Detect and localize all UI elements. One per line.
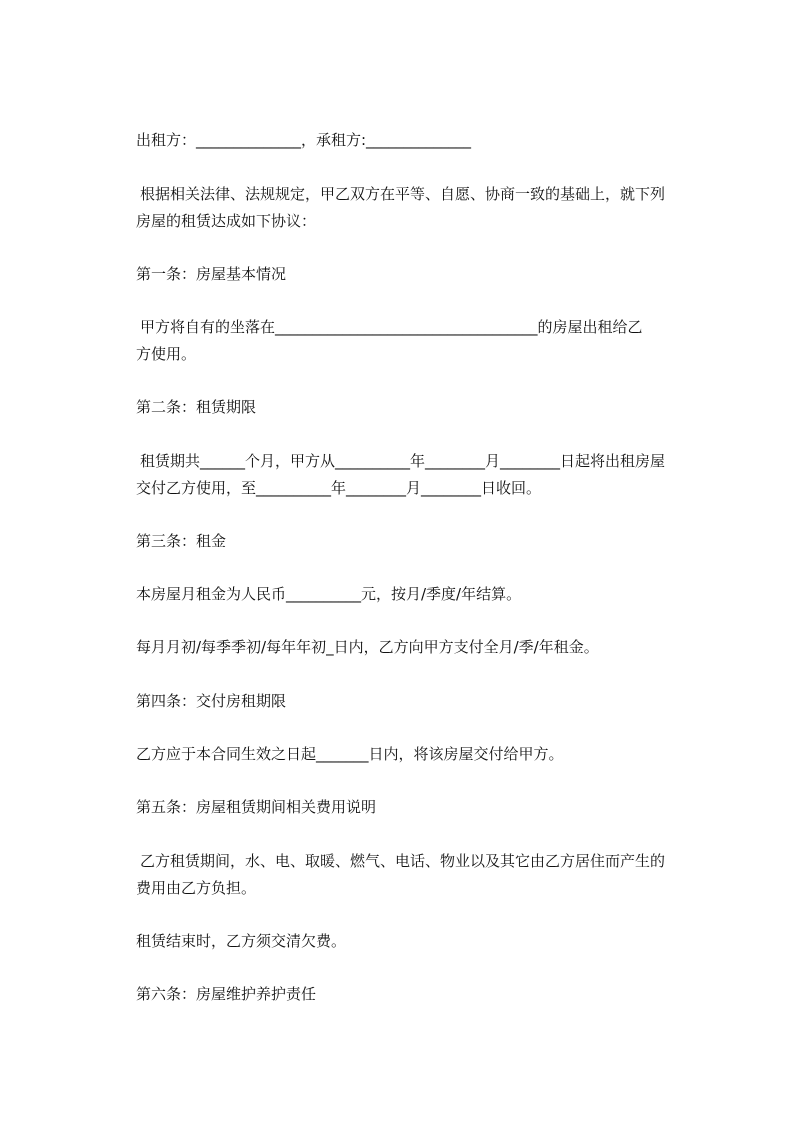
article-5-line-3: 租赁结束时，乙方须交清欠费。 bbox=[136, 932, 347, 950]
preamble-line-1: 根据相关法律、法规规定，甲乙双方在平等、自愿、协商一致的基础上，就下列 bbox=[140, 185, 666, 203]
article-5-line-2: 费用由乙方负担。 bbox=[136, 879, 257, 897]
article-2-title: 第二条：租赁期限 bbox=[136, 398, 257, 416]
article-2-line-1: 租赁期共______个月，甲方从__________年________月________日起将出租房屋 bbox=[140, 452, 666, 470]
article-4-line-1: 乙方应于本合同生效之日起_______日内，将该房屋交付给甲方。 bbox=[136, 745, 564, 763]
article-1-line-1: 甲方将自有的坐落在___________________________________的房屋出租给乙 bbox=[140, 318, 643, 336]
article-5-line-1: 乙方租赁期间，水、电、取暖、燃气、电话、物业以及其它由乙方居住而产生的 bbox=[140, 852, 666, 870]
article-4-title: 第四条：交付房租期限 bbox=[136, 692, 287, 710]
article-1-title: 第一条：房屋基本情况 bbox=[136, 265, 287, 283]
parties-line: 出租方：______________，承租方:______________ bbox=[136, 131, 472, 149]
article-3-line-1: 本房屋月租金为人民币__________元，按月/季度/年结算。 bbox=[136, 585, 522, 603]
article-1-line-2: 方使用。 bbox=[136, 345, 197, 363]
article-6-title: 第六条：房屋维护养护责任 bbox=[136, 985, 317, 1003]
article-2-line-2: 交付乙方使用，至__________年________月________日收回。 bbox=[136, 479, 542, 497]
preamble-line-2: 房屋的租赁达成如下协议： bbox=[136, 212, 317, 230]
article-5-title: 第五条：房屋租赁期间相关费用说明 bbox=[136, 798, 377, 816]
article-3-title: 第三条：租金 bbox=[136, 532, 227, 550]
article-3-line-2: 每月月初/每季季初/每年年初_日内，乙方向甲方支付全月/季/年租金。 bbox=[136, 638, 599, 656]
